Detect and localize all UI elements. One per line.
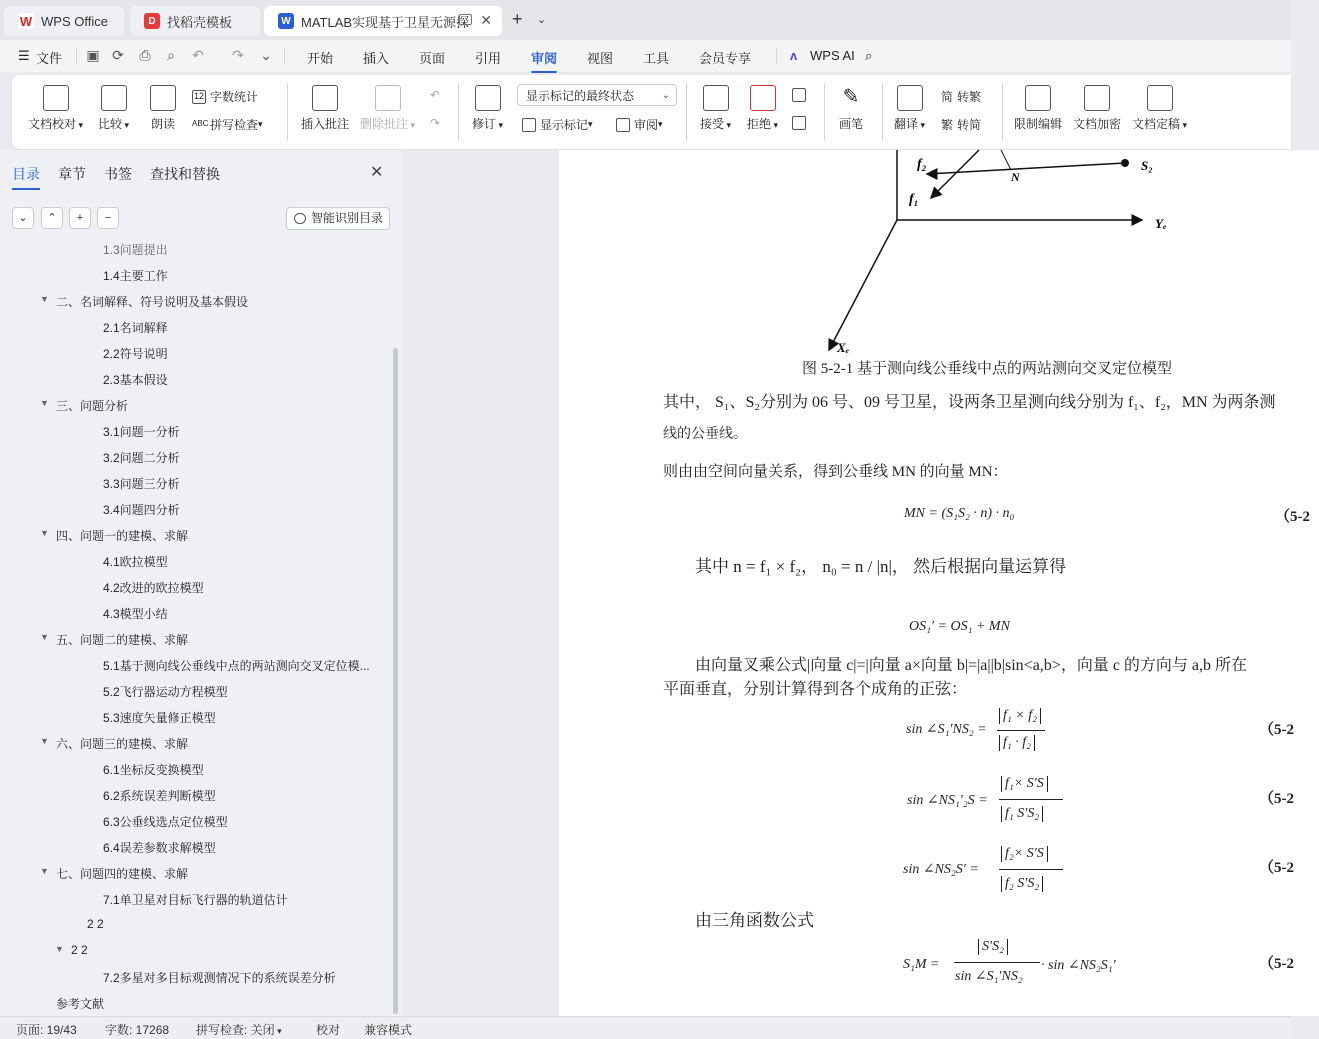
word-count-status[interactable]: 字数: 17268 xyxy=(105,1023,170,1037)
divider xyxy=(1002,83,1003,141)
toc-item[interactable]: 7.2多星对多目标观测情况下的系统误差分析 xyxy=(103,971,336,985)
delete-comment-button[interactable]: 删除批注 ▾ xyxy=(360,85,415,132)
equation-lhs: sin ∠NS₂S′ = xyxy=(903,862,979,877)
wps-ai-icon: ᴧ xyxy=(790,48,798,63)
redo-icon[interactable]: ↷ xyxy=(232,47,244,63)
menu-tools[interactable]: 工具 xyxy=(643,51,670,66)
title-tab-bar xyxy=(0,0,1291,40)
word-count-icon: 12 xyxy=(192,90,206,104)
insert-comment-button[interactable]: 插入批注 xyxy=(301,85,349,132)
toc-item[interactable]: ▼ 2 2 xyxy=(55,943,88,957)
toc-item[interactable]: 2.3基本假设 xyxy=(103,373,168,387)
hamburger-icon[interactable]: ☰ xyxy=(18,48,30,63)
equation-numerator: f₁ × f₂ xyxy=(999,708,1041,724)
equation-lhs: sin ∠NS₁′₂S = xyxy=(907,793,988,808)
toc-item[interactable]: 4.1欧拉模型 xyxy=(103,555,168,569)
nav-tab-bookmarks[interactable]: 书签 xyxy=(104,166,132,182)
track-changes-icon xyxy=(475,85,501,111)
encrypt-button[interactable]: 文档加密 xyxy=(1073,85,1121,132)
equation-lhs: S₁M = xyxy=(903,957,940,972)
encrypt-icon xyxy=(1084,85,1110,111)
equation-denominator: f₁ · f₂ xyxy=(999,735,1035,751)
docer-icon: D xyxy=(144,13,160,29)
equation: MN = (S₁S₂ · n) · n₀ xyxy=(904,506,1015,521)
expand-triangle-icon[interactable]: ▼ xyxy=(40,398,49,408)
show-markup-icon xyxy=(522,118,536,132)
close-icon[interactable]: ✕ xyxy=(370,164,384,181)
read-aloud-button[interactable]: 朗读 xyxy=(150,85,176,132)
menu-page[interactable]: 页面 xyxy=(419,51,446,66)
nav-tab-toc[interactable]: 目录 xyxy=(12,166,40,182)
document-canvas xyxy=(403,150,1310,1016)
nav-tab-find-replace[interactable]: 查找和替换 xyxy=(150,166,220,182)
to-simplified-button[interactable]: 繁 转简 xyxy=(941,118,982,132)
scrollbar-thumb[interactable] xyxy=(393,348,398,1014)
toc-item[interactable]: 参考文献 xyxy=(56,997,105,1011)
finalize-button[interactable]: 文档定稿 ▾ xyxy=(1132,85,1187,132)
proof-status[interactable]: 校对 xyxy=(316,1023,341,1037)
toc-item[interactable]: 2.2符号说明 xyxy=(103,347,168,361)
review-pane-button[interactable]: 审阅 ▾ xyxy=(616,116,663,133)
label-n: N xyxy=(1011,170,1020,184)
toc-item[interactable]: 6.3公垂线选点定位模型 xyxy=(103,815,228,829)
tab-wps-office[interactable] xyxy=(4,6,124,36)
equation-number: （5-2 xyxy=(1259,791,1294,807)
toc-item[interactable]: 3.1问题一分析 xyxy=(103,425,180,439)
chevron-down-icon: ⌄ xyxy=(661,90,670,101)
toc-item[interactable]: 1.3问题提出 xyxy=(103,243,168,257)
divider xyxy=(284,48,285,64)
fraction-bar xyxy=(997,730,1045,731)
collapse-down-icon[interactable]: ⌄ xyxy=(12,207,34,229)
toc-item[interactable]: 6.2系统误差判断模型 xyxy=(103,789,216,803)
equation-denominator: sin ∠S₁′NS₂ xyxy=(955,969,1023,984)
toc-item[interactable]: 3.3问题三分析 xyxy=(103,477,180,491)
review-pane-icon xyxy=(616,118,630,132)
prev-change-icon[interactable] xyxy=(792,88,810,102)
accept-icon xyxy=(703,85,729,111)
equation-number: （5-2 xyxy=(1259,956,1294,972)
expand-triangle-icon[interactable]: ▼ xyxy=(40,294,49,304)
menu-review[interactable]: 审阅 xyxy=(531,48,557,67)
paragraph: 平面垂直，分别计算得到各个成角的正弦： xyxy=(663,681,968,698)
collapse-up-icon[interactable]: ⌃ xyxy=(41,207,63,229)
toc-item[interactable]: 4.2改进的欧拉模型 xyxy=(103,581,204,595)
paragraph: 由三角函数公式 xyxy=(695,911,814,930)
fraction-bar xyxy=(999,799,1063,800)
toc-item[interactable]: 2.1名词解释 xyxy=(103,321,168,335)
nav-tab-chapters[interactable]: 章节 xyxy=(58,166,86,182)
figure-caption: 图 5-2-1 基于测向线公垂线中点的两站测向交叉定位模型 xyxy=(802,361,1172,377)
paragraph: 其中 n = f₁ × f₂， n₀ = n / |n|， 然后根据向量运算得 xyxy=(695,557,1067,576)
axis-xe xyxy=(829,220,897,350)
spell-check-button[interactable]: ABC 拼写检查 ▾ xyxy=(192,116,263,133)
equation-number: （5-2 xyxy=(1275,509,1310,525)
proofread-icon xyxy=(43,85,69,111)
navigation-pane xyxy=(0,150,403,1016)
figure-diagram xyxy=(559,150,1319,360)
save-icon[interactable]: ▣ xyxy=(86,47,100,63)
undo-icon[interactable]: ↶ xyxy=(192,47,204,63)
tab-label: 找稻壳模板 xyxy=(167,14,233,30)
restrict-edit-button[interactable]: 限制编辑 xyxy=(1014,85,1062,132)
more-chevron-icon[interactable]: ⌄ xyxy=(260,47,272,63)
proofread-button[interactable]: 文档校对 ▾ xyxy=(28,85,83,132)
page-indicator[interactable]: 页面: 19/43 xyxy=(16,1023,77,1037)
toc-item[interactable]: ▼ 四、问题一的建模、求解 xyxy=(40,528,189,543)
show-markup-button[interactable]: 显示标记 ▾ xyxy=(522,116,593,133)
toc-item[interactable]: 3.2问题二分析 xyxy=(103,451,180,465)
traditional-icon: 简 xyxy=(941,90,954,104)
expand-triangle-icon[interactable]: ▼ xyxy=(55,944,64,954)
menu-file[interactable]: 文件 xyxy=(36,51,63,66)
toc-item[interactable]: 4.3模型小结 xyxy=(103,607,168,621)
divider xyxy=(686,83,687,141)
comment-icon xyxy=(312,85,338,111)
delete-comment-icon xyxy=(375,85,401,111)
add-heading-icon[interactable]: + xyxy=(69,207,91,229)
tab-current-document[interactable] xyxy=(264,6,502,36)
equation-rhs: · sin ∠NS₂S₁′ xyxy=(1041,958,1116,973)
reject-button[interactable]: 拒绝 ▾ xyxy=(747,85,778,132)
lock-doc-icon xyxy=(1025,85,1051,111)
remove-heading-icon[interactable]: − xyxy=(97,207,119,229)
accept-button[interactable]: 接受 ▾ xyxy=(700,85,731,132)
label-xe: Xₑ xyxy=(837,340,850,355)
translate-button[interactable]: 翻译 ▾ xyxy=(894,85,925,132)
smart-toc-button[interactable]: 智能识别目录 xyxy=(286,207,390,230)
divider xyxy=(458,83,459,141)
translate-icon xyxy=(897,85,923,111)
toc-item[interactable]: ▼ 三、问题分析 xyxy=(40,398,129,413)
toc-item[interactable]: 5.1基于测向线公垂线中点的两站测向交叉定位模... xyxy=(103,659,370,673)
equation-numerator: f₂× S′S xyxy=(1001,846,1048,862)
label-f2: f₂ xyxy=(917,157,927,172)
read-aloud-icon xyxy=(150,85,176,111)
spell-check-icon: ABC xyxy=(192,118,209,128)
toc-item[interactable]: 5.2飞行器运动方程模型 xyxy=(103,685,228,699)
equation-number: （5-2 xyxy=(1259,722,1294,738)
to-traditional-button[interactable]: 简 转繁 xyxy=(941,90,982,104)
word-count-button[interactable]: 12 字数统计 xyxy=(193,90,259,104)
new-tab-icon[interactable]: + xyxy=(512,9,523,29)
paragraph: 则由由空间向量关系，得到公垂线 MN 的向量 MN： xyxy=(663,464,1008,480)
print-icon[interactable]: ⎙ xyxy=(139,47,151,63)
toc-item[interactable]: 7.1单卫星对目标飞行器的轨道估计 xyxy=(103,893,288,907)
toc-item[interactable]: ▼ 二、名词解释、符号说明及基本假设 xyxy=(40,294,249,309)
mn-segment xyxy=(1001,150,1011,170)
toc-list xyxy=(0,238,395,1016)
toc-item[interactable]: 1.4主要工作 xyxy=(103,269,168,283)
toc-item[interactable]: ▼ 七、问题四的建模、求解 xyxy=(40,866,189,881)
paragraph: 由向量叉乘公式|向量 c|=|向量 a×向量 b|=|a||b|sin<a,b>，向量 c 的方向与 a,b 所在 xyxy=(695,657,1248,674)
toc-item[interactable]: 6.4误差参数求解模型 xyxy=(103,841,216,855)
fraction-bar xyxy=(999,869,1063,870)
pen-button[interactable]: ✎ 画笔 xyxy=(838,86,863,131)
equation-numerator: f₁× S′S xyxy=(1001,776,1048,792)
menu-home[interactable]: 开始 xyxy=(307,51,334,66)
menu-insert[interactable]: 插入 xyxy=(363,51,390,66)
track-changes-button[interactable]: 修订 ▾ xyxy=(472,85,503,132)
search-icon[interactable]: ⌕ xyxy=(865,48,873,63)
review-ribbon xyxy=(12,75,1291,149)
label-f1: f₁ xyxy=(909,192,919,207)
paragraph: 线的公垂线。 xyxy=(663,427,747,442)
menu-bar xyxy=(0,40,1291,72)
toc-item[interactable]: 6.1坐标反变换模型 xyxy=(103,763,204,777)
menu-view[interactable]: 视图 xyxy=(587,51,614,66)
markup-state-select[interactable]: 显示标记的最终状态 ⌄ xyxy=(517,84,677,106)
compare-icon xyxy=(101,85,127,111)
divider xyxy=(287,83,288,141)
expand-triangle-icon[interactable]: ▼ xyxy=(40,866,49,876)
label-ye: Yₑ xyxy=(1155,216,1167,231)
next-change-icon[interactable] xyxy=(792,116,810,130)
chevron-down-icon[interactable]: ⌄ xyxy=(537,14,547,26)
menu-member[interactable]: 会员专享 xyxy=(699,51,752,66)
tab-label: WPS Office xyxy=(41,13,108,29)
writer-icon: W xyxy=(278,13,294,29)
menu-wps-ai[interactable]: WPS AI xyxy=(810,48,855,63)
status-bar xyxy=(0,1016,1291,1039)
divider xyxy=(824,83,825,141)
toc-item[interactable]: ▼ 六、问题三的建模、求解 xyxy=(40,736,189,751)
divider xyxy=(776,48,777,64)
toc-item[interactable]: 2 2 xyxy=(87,917,104,931)
paragraph: 其中， S₁、S₂分别为 06 号、09 号卫星，设两条卫星测向线分别为 f₁、f₂，MN 为两条测 xyxy=(663,394,1276,411)
spell-check-status[interactable]: 拼写检查: 关闭 ▾ xyxy=(196,1021,282,1038)
satellite-s2-point xyxy=(1121,159,1129,167)
divider xyxy=(882,83,883,141)
prev-comment-icon[interactable]: ↶ xyxy=(430,88,441,102)
reject-icon xyxy=(750,85,776,111)
monitor-icon xyxy=(459,14,472,25)
expand-triangle-icon[interactable]: ▼ xyxy=(40,632,49,642)
next-comment-icon[interactable]: ↷ xyxy=(430,116,441,130)
pen-icon: ✎ xyxy=(838,85,864,111)
simplified-icon: 繁 xyxy=(941,118,954,132)
tab-docer-templates[interactable] xyxy=(130,6,260,36)
equation-denominator: f₂ S′S₂ xyxy=(1001,876,1043,892)
divider xyxy=(76,48,77,64)
toc-item[interactable]: 3.4问题四分析 xyxy=(103,503,180,517)
print-preview-icon[interactable]: ⌕ xyxy=(167,47,175,63)
label-s2: S₂ xyxy=(1141,158,1153,173)
equation: OS₁′ = OS₁ + MN xyxy=(909,619,1010,634)
equation-number: （5-2 xyxy=(1259,860,1294,876)
expand-triangle-icon[interactable]: ▼ xyxy=(40,528,49,538)
equation-numerator: S′S₂ xyxy=(978,939,1008,955)
compat-mode-status: 兼容模式 xyxy=(364,1023,413,1037)
equation-denominator: f₁ S′S₂ xyxy=(1001,806,1043,822)
document-page[interactable] xyxy=(559,150,1319,1016)
expand-triangle-icon[interactable]: ▼ xyxy=(40,736,49,746)
toc-item[interactable]: ▼ 五、问题二的建模、求解 xyxy=(40,632,189,647)
fraction-bar xyxy=(954,962,1040,963)
toc-item[interactable]: 5.3速度矢量修正模型 xyxy=(103,711,216,725)
wps-logo-icon: W xyxy=(19,13,33,29)
share-icon[interactable]: ⟳ xyxy=(112,47,124,63)
equation-lhs: sin ∠S₁′NS₂ = xyxy=(906,722,987,737)
tab-label: MATLAB实现基于卫星无源探 xyxy=(301,14,470,30)
close-icon[interactable]: ✕ xyxy=(480,12,492,28)
finalize-icon xyxy=(1147,85,1173,111)
menu-references[interactable]: 引用 xyxy=(475,51,502,66)
compare-button[interactable]: 比较 ▾ xyxy=(98,85,129,132)
